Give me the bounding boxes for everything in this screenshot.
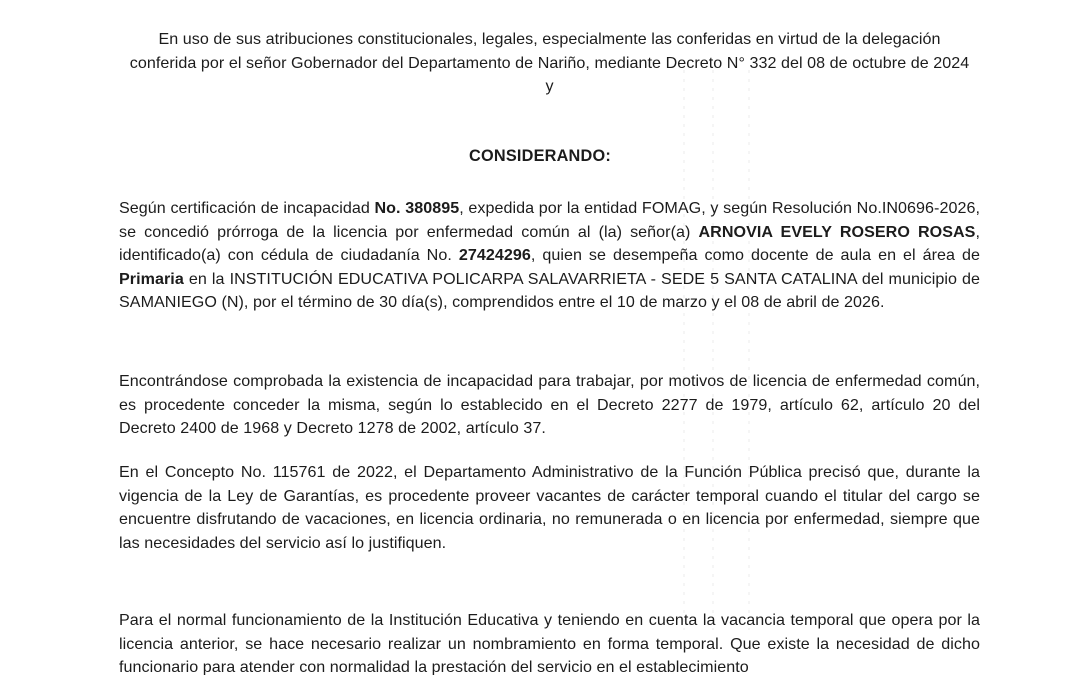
p1-text-1: Según certificación de incapacidad bbox=[119, 199, 375, 217]
paragraph-certificacion bbox=[119, 197, 980, 315]
cedula-number: 27424296 bbox=[458, 246, 531, 265]
paragraph-concepto: En el Concepto No. 115761 de 2022, el Departamento Administrativo de la Función Pública precisó que, durante la vigencia de la Ley de Garantías, es procedente proveer vacantes de carácter temporal cuando el titular del cargo se encuentre disfrutando de vacaciones, en licencia ordinaria, no remunerada o en licencia por enfermedad, siempre que las necesidades del servicio así lo justifiquen. bbox=[119, 463, 980, 552]
paragraph-funcionamiento: Para el normal funcionamiento de la Institución Educativa y teniendo en cuenta la vacancia temporal que opera por la licencia anterior, se hace necesario realizar un nombramiento en forma temporal. Que existe la necesidad de dicho funcionario para atender con normalidad la prestación del servicio en el establecimiento bbox=[119, 611, 980, 675]
person-name: ARNOVIA EVELY ROSERO ROSAS bbox=[698, 222, 976, 241]
incapacidad-number: No. 380895 bbox=[374, 199, 460, 217]
p1-text-2: , expedida por la entidad FOMAG, y según Resolución No.IN0696-2026, se concedió prórroga de la licencia por enfermedad común al (la) señor(a) bbox=[119, 199, 980, 241]
paragraph-incapacidad: Encontrándose comprobada la existencia de incapacidad para trabajar, por motivos de licencia de enfermedad común, es procedente conceder la misma, según lo establecido en el Decreto 2277 de 1979, artículo 62, artículo 20 del Decreto 2400 de 1968 y Decreto 1278 de 2002, artículo 37. bbox=[119, 372, 980, 438]
area-name: Primaria bbox=[119, 269, 184, 288]
p1-text-5: en la INSTITUCIÓN EDUCATIVA POLICARPA SALAVARRIETA - SEDE 5 SANTA CATALINA del municipio de SAMANIEGO (N), por el término de 30 día(s), comprendidos entre el 10 de marzo y el 08 de abril de 2026. bbox=[119, 269, 980, 312]
intro-paragraph: En uso de sus atribuciones constitucionales, legales, especialmente las conferidas en virtud de la delegación conferida por el señor Gobernador del Departamento de Nariño, mediante Decreto N° 332 del 08 de octubre de 2024 y bbox=[129, 30, 970, 96]
p1-text-3: , identificado(a) con cédula de ciudadanía No. bbox=[119, 222, 980, 265]
section-heading: CONSIDERANDO: bbox=[469, 147, 611, 165]
p1-text-4: , quien se desempeña como docente de aula en el área de bbox=[530, 246, 981, 265]
